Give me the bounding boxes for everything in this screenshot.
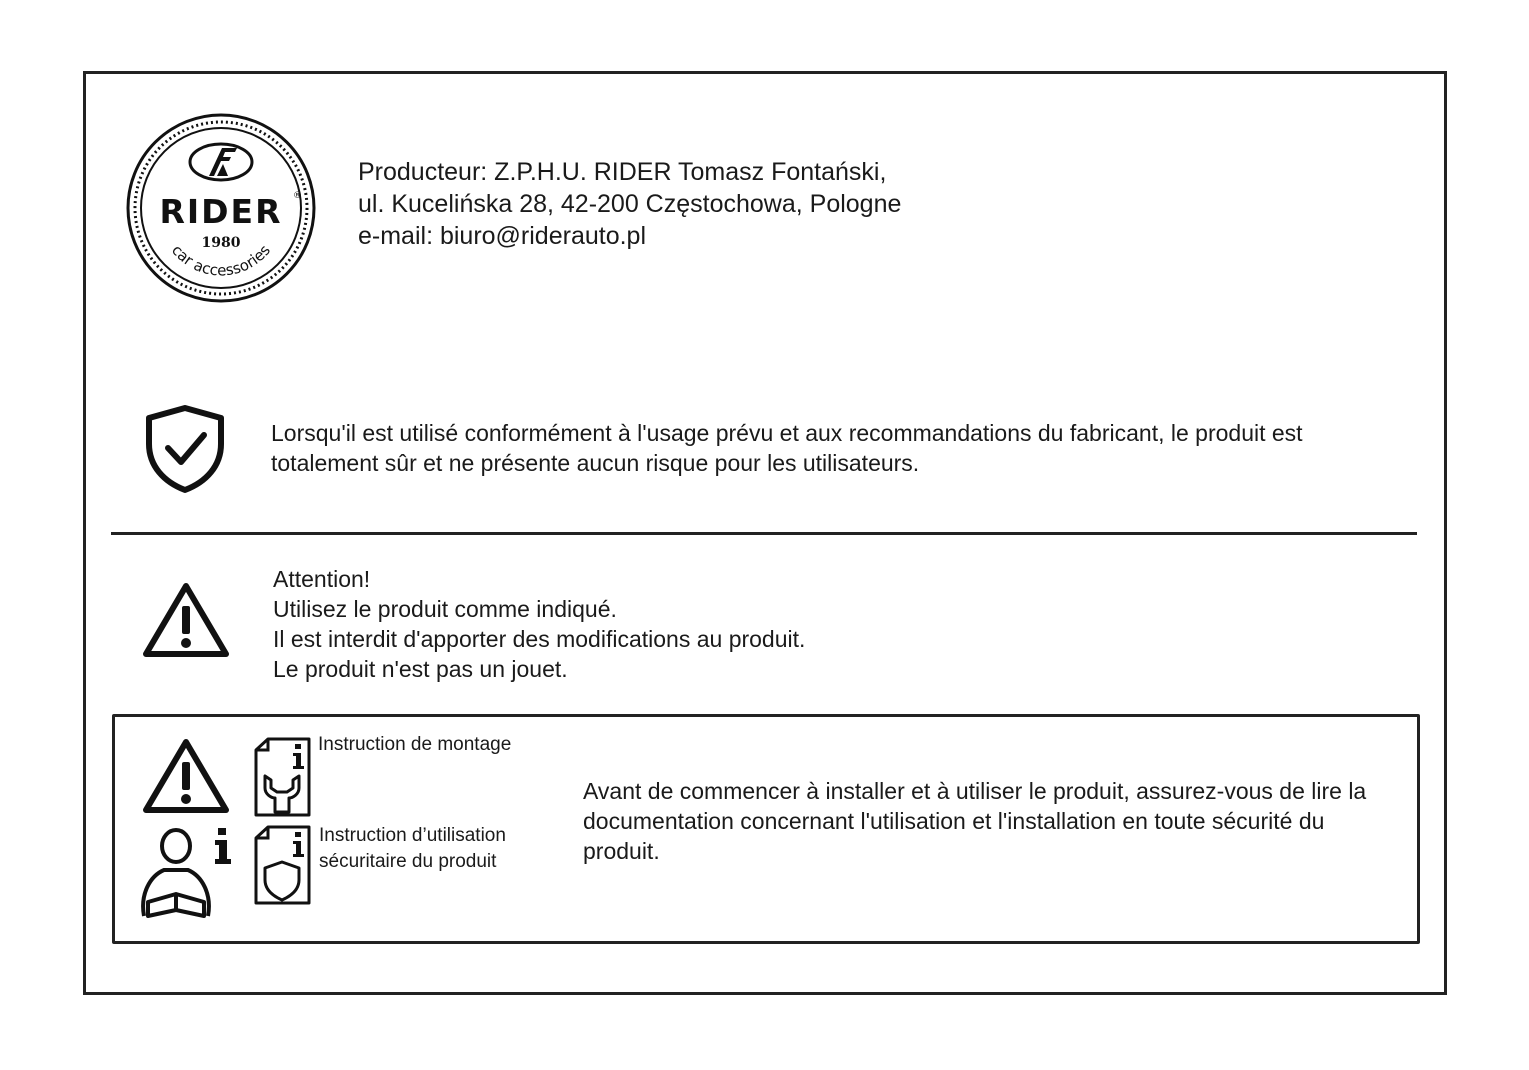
- section-divider: [111, 532, 1417, 535]
- warning-line: Utilisez le produit comme indiqué.: [273, 596, 617, 622]
- warning-line: Il est interdit d'apporter des modifications au produit.: [273, 626, 806, 652]
- read-manual-icon: [138, 824, 236, 920]
- safety-instruction-label-line: Instruction d’utilisation: [319, 825, 506, 846]
- safety-instruction-label-line: sécuritaire du produit: [319, 851, 497, 872]
- rider-logo: [125, 112, 317, 304]
- safety-document-icon: [253, 824, 313, 906]
- logo-brand: RIDER: [159, 192, 283, 231]
- producer-name: Producteur: Z.P.H.U. RIDER Tomasz Fontański,: [358, 158, 887, 186]
- logo-registered-mark: ®: [293, 191, 302, 201]
- safety-instruction-label: [319, 823, 506, 875]
- warning-triangle-icon: [141, 736, 231, 816]
- producer-info: [358, 156, 901, 252]
- warning-triangle-icon: [141, 580, 231, 660]
- assembly-instruction-label: Instruction de montage: [318, 734, 512, 755]
- producer-address: ul. Kucelińska 28, 42-200 Częstochowa, Pologne: [358, 190, 902, 218]
- warning-text: [273, 564, 805, 684]
- warning-title: Attention!: [273, 566, 371, 592]
- producer-email: e-mail: biuro@riderauto.pl: [358, 222, 647, 250]
- logo-tagline: car accessories: [168, 241, 274, 280]
- safety-statement: Lorsqu'il est utilisé conformément à l'usage prévu et aux recommandations du fabricant, le produit est totalement sûr et ne présente aucun risque pour les utilisateurs.: [271, 420, 1303, 476]
- logo-year: 1980: [201, 235, 241, 251]
- documentation-notice: Avant de commencer à installer et à utiliser le produit, assurez-vous de lire la documentation concernant l'utilisation et l'installation en toute sécurité du produit.: [583, 778, 1367, 864]
- warning-line: Le produit n'est pas un jouet.: [273, 656, 568, 682]
- shield-check-icon: [144, 404, 226, 494]
- assembly-document-icon: [253, 736, 313, 818]
